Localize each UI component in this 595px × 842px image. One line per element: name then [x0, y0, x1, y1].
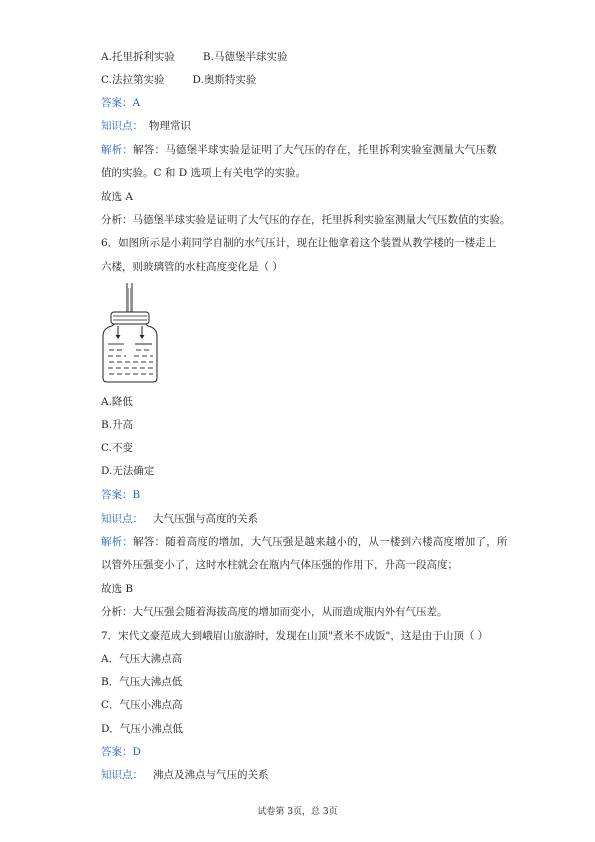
bottle-cap: [111, 312, 149, 324]
q6-answer: 答案：B: [101, 489, 141, 501]
q6-stem-line1: 6．如图所示是小莉同学自制的水气压计，现在让他拿着这个装置从教学楼的一楼走上: [101, 237, 497, 249]
q5-fenxi: 分析：马德堡半球实验是证明了大气压的存在，托里拆利实验室测量大气压数值的实验。: [101, 214, 511, 226]
q6-knowledge-row: [101, 512, 258, 526]
q5-analysis-label: 解析：: [101, 144, 134, 156]
q6-option-b: B.升高: [101, 419, 134, 431]
q5-option-a: A.托里拆利实验: [101, 51, 175, 63]
q5-analysis-line1: 解答：马德堡半球实验是证明了大气压的存在，托里拆利实验室测量大气压数: [133, 144, 497, 156]
q6-knowledge-label: 知识点：: [101, 513, 143, 525]
q7-option-b: B．气压大沸点低: [101, 676, 183, 688]
q6-option-a: A.降低: [101, 396, 133, 408]
q5-option-d: D.奥斯特实验: [192, 74, 257, 86]
q7-knowledge: 沸点及沸点与气压的关系: [153, 769, 269, 781]
q6-analysis-row: [101, 535, 508, 549]
q6-analysis-label: 解析：: [101, 536, 134, 548]
q7-option-d: D．气压小沸点低: [101, 723, 183, 735]
q5-options-ab: [101, 50, 287, 64]
q7-knowledge-row: [101, 768, 269, 782]
q7-knowledge-label: 知识点：: [101, 769, 143, 781]
page-footer: 试卷第 3页，总 3页: [257, 807, 338, 817]
q5-knowledge: 物理常识: [149, 120, 191, 132]
q7-stem: 7．宋代文豪范成大到峨眉山旅游时，发现在山顶"煮米不成饭"，这是由于山顶（ ）: [101, 630, 489, 642]
q6-stem-line2: 六楼，则玻璃管的水柱高度变化是（ ）: [101, 261, 283, 273]
q7-option-a: A．气压大沸点高: [101, 653, 183, 665]
q6-analysis-line2: 以管外压强变小了，这时水柱就会在瓶内气体压强的作用下，升高一段高度；: [101, 559, 458, 571]
q5-knowledge-label: 知识点：: [101, 120, 143, 132]
glass-bottle: [103, 324, 157, 382]
q6-analysis-line1: 解答：随着高度的增加，大气压强是越来越小的，从一楼到六楼高度增加了，所: [133, 536, 508, 548]
q5-options-cd: [101, 73, 256, 87]
q5-answer: 答案：A: [101, 97, 141, 109]
q5-analysis-row: [101, 143, 497, 157]
q6-option-c: C.不变: [101, 442, 133, 454]
q5-conclusion: 故选 A: [101, 191, 133, 203]
q5-analysis-line2: 值的实验。C 和 D 选项上有关电学的实验。: [101, 167, 306, 179]
q5-option-b: B.马德堡半球实验: [202, 51, 288, 63]
q6-conclusion: 故选 B: [101, 583, 134, 595]
q7-answer: 答案：D: [101, 746, 141, 758]
q6-fenxi: 分析：大气压强会随着海拔高度的增加而变小，从而造成瓶内外有气压差。: [101, 606, 448, 618]
q7-option-c: C．气压小沸点高: [101, 699, 183, 711]
q6-option-d: D.无法确定: [101, 465, 155, 477]
q6-knowledge: 大气压强与高度的关系: [153, 513, 258, 525]
q5-knowledge-row: [101, 119, 191, 133]
q5-option-c: C.法拉第实验: [101, 74, 165, 86]
water-barometer-diagram: [100, 282, 160, 384]
